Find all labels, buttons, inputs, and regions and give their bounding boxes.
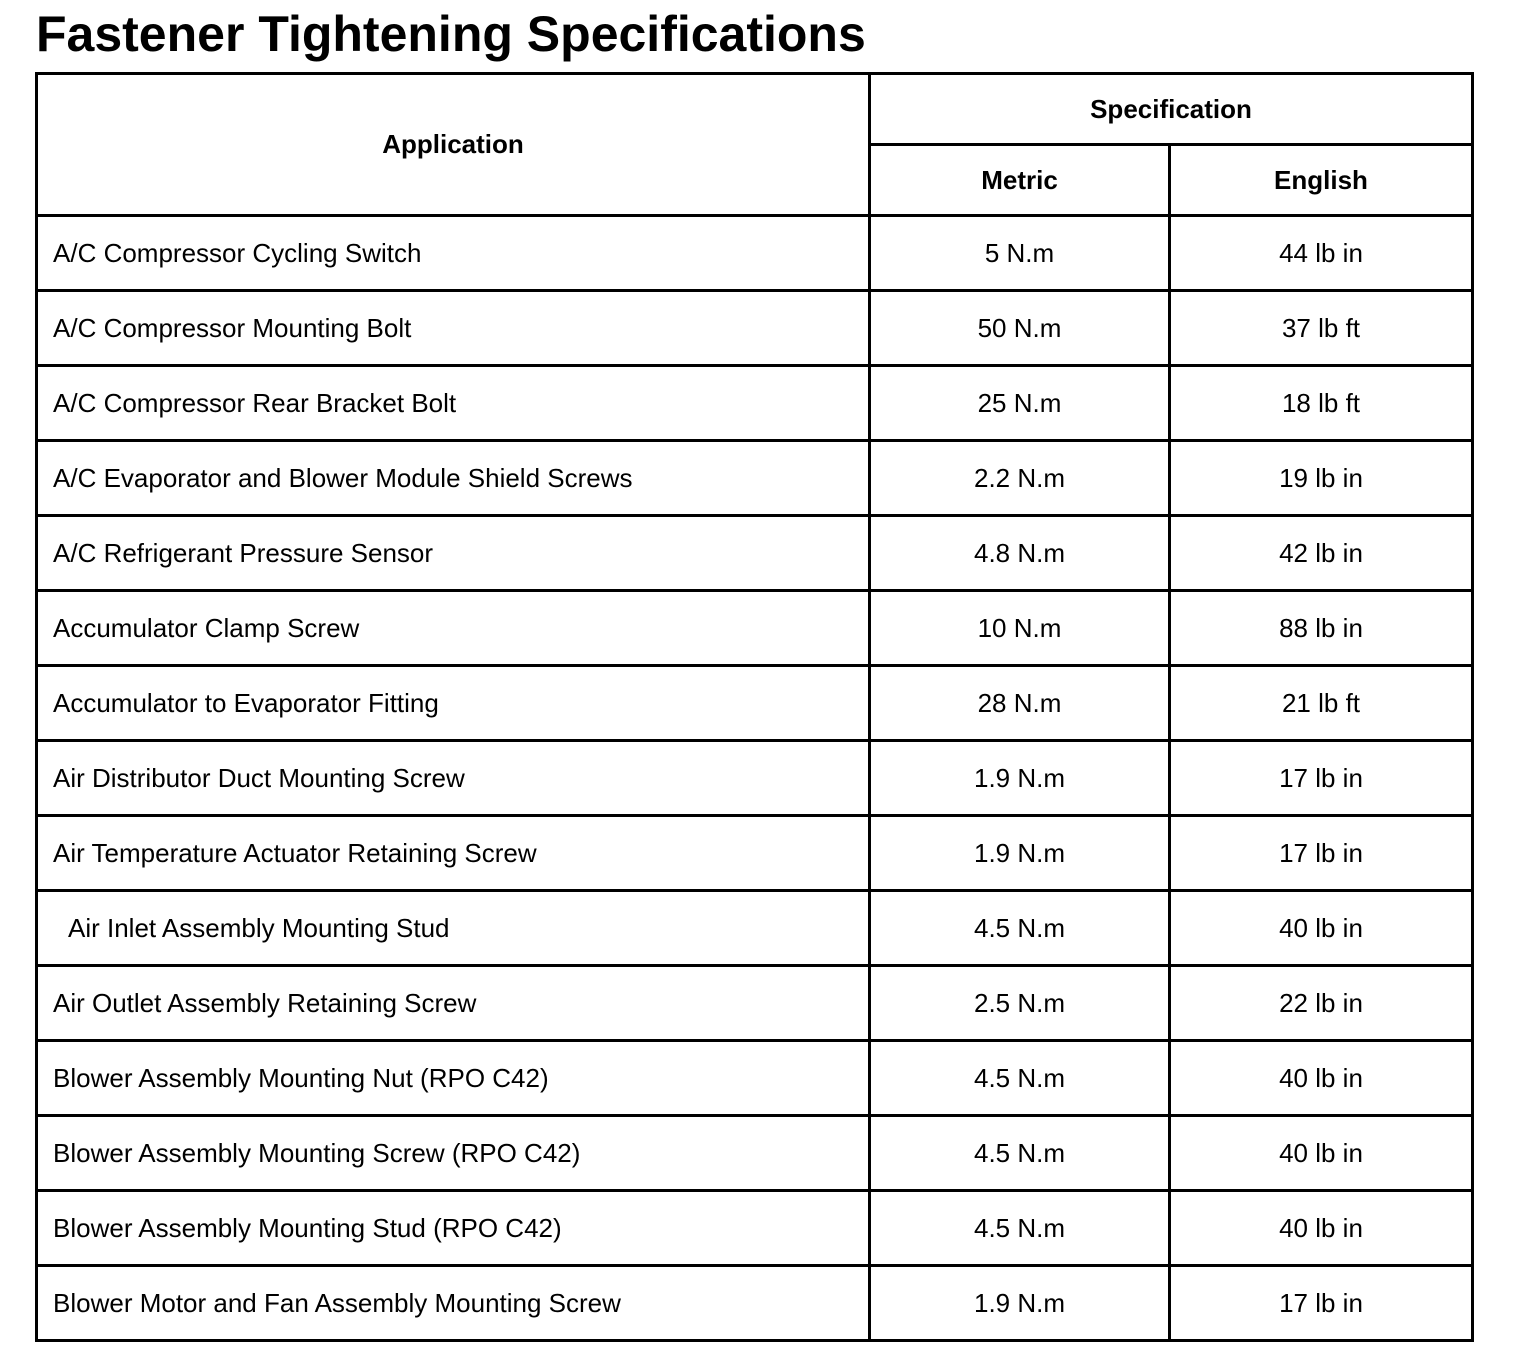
application-cell: Blower Motor and Fan Assembly Mounting Screw [37, 1266, 870, 1341]
english-cell: 40 lb in [1170, 1191, 1473, 1266]
table-row [37, 591, 1473, 666]
application-cell: Air Outlet Assembly Retaining Screw [37, 966, 870, 1041]
metric-cell: 4.5 N.m [870, 1041, 1170, 1116]
metric-cell: 2.5 N.m [870, 966, 1170, 1041]
english-cell: 44 lb in [1170, 216, 1473, 291]
header-row-top [37, 74, 1473, 145]
application-cell: Blower Assembly Mounting Stud (RPO C42) [37, 1191, 870, 1266]
english-cell: 19 lb in [1170, 441, 1473, 516]
table-row [37, 1191, 1473, 1266]
table-row [37, 441, 1473, 516]
english-cell: 17 lb in [1170, 1266, 1473, 1341]
metric-cell: 1.9 N.m [870, 1266, 1170, 1341]
english-cell: 22 lb in [1170, 966, 1473, 1041]
application-cell: Air Temperature Actuator Retaining Screw [37, 816, 870, 891]
metric-cell: 28 N.m [870, 666, 1170, 741]
english-cell: 37 lb ft [1170, 291, 1473, 366]
metric-cell: 50 N.m [870, 291, 1170, 366]
metric-header: Metric [870, 145, 1170, 216]
application-cell: A/C Compressor Mounting Bolt [37, 291, 870, 366]
english-cell: 21 lb ft [1170, 666, 1473, 741]
english-cell: 40 lb in [1170, 891, 1473, 966]
english-cell: 17 lb in [1170, 741, 1473, 816]
application-cell: A/C Refrigerant Pressure Sensor [37, 516, 870, 591]
table-row [37, 1116, 1473, 1191]
metric-cell: 1.9 N.m [870, 741, 1170, 816]
application-cell: Accumulator to Evaporator Fitting [37, 666, 870, 741]
table-header [37, 74, 1473, 216]
table-row [37, 741, 1473, 816]
table-row [37, 216, 1473, 291]
table-body [37, 216, 1473, 1341]
metric-cell: 4.5 N.m [870, 1191, 1170, 1266]
english-cell: 18 lb ft [1170, 366, 1473, 441]
english-cell: 17 lb in [1170, 816, 1473, 891]
specification-header: Specification [870, 74, 1473, 145]
application-cell: A/C Compressor Cycling Switch [37, 216, 870, 291]
metric-cell: 4.5 N.m [870, 891, 1170, 966]
table-row [37, 1266, 1473, 1341]
table-row [37, 516, 1473, 591]
english-cell: 42 lb in [1170, 516, 1473, 591]
application-cell: Air Distributor Duct Mounting Screw [37, 741, 870, 816]
table-row [37, 891, 1473, 966]
metric-cell: 1.9 N.m [870, 816, 1170, 891]
english-cell: 40 lb in [1170, 1041, 1473, 1116]
table-row [37, 1041, 1473, 1116]
table-row [37, 291, 1473, 366]
fastener-spec-table [35, 72, 1474, 1342]
metric-cell: 4.8 N.m [870, 516, 1170, 591]
application-header: Application [37, 74, 870, 216]
english-cell: 40 lb in [1170, 1116, 1473, 1191]
table-row [37, 966, 1473, 1041]
metric-cell: 2.2 N.m [870, 441, 1170, 516]
application-cell: Air Inlet Assembly Mounting Stud [37, 891, 870, 966]
application-cell: A/C Compressor Rear Bracket Bolt [37, 366, 870, 441]
application-cell: Accumulator Clamp Screw [37, 591, 870, 666]
table-row [37, 366, 1473, 441]
metric-cell: 5 N.m [870, 216, 1170, 291]
table-row [37, 666, 1473, 741]
english-header: English [1170, 145, 1473, 216]
metric-cell: 10 N.m [870, 591, 1170, 666]
application-cell: Blower Assembly Mounting Nut (RPO C42) [37, 1041, 870, 1116]
metric-cell: 4.5 N.m [870, 1116, 1170, 1191]
application-cell: A/C Evaporator and Blower Module Shield Screws [37, 441, 870, 516]
application-cell: Blower Assembly Mounting Screw (RPO C42) [37, 1116, 870, 1191]
table-row [37, 816, 1473, 891]
english-cell: 88 lb in [1170, 591, 1473, 666]
page-title: Fastener Tightening Specifications [36, 6, 866, 62]
metric-cell: 25 N.m [870, 366, 1170, 441]
